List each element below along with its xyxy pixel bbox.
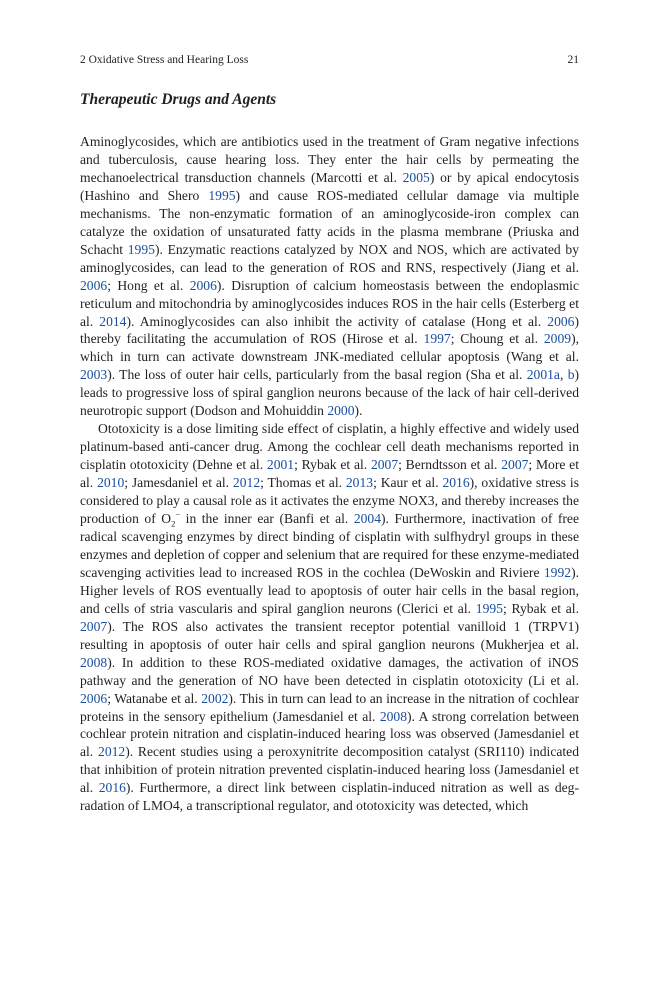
citation-link[interactable]: 1995: [127, 241, 155, 257]
citation-link[interactable]: 2005: [402, 169, 430, 185]
citation-link[interactable]: 1992: [543, 564, 572, 580]
citation-link[interactable]: 2007: [501, 457, 529, 473]
citation-link[interactable]: 2001a: [526, 367, 560, 383]
citation-link[interactable]: 2008: [379, 708, 408, 724]
text-run: ) or by apical endocytosis (Hashino and Shero: [80, 169, 579, 203]
citation-link[interactable]: 2012: [98, 744, 126, 760]
citation-link[interactable]: 2006: [547, 313, 575, 329]
text-run: ), oxidative stress is considered to play a causal role as it activates the enzyme NOX3, and thereby increases the production of O: [80, 475, 579, 527]
text-run: ; Kaur et al.: [373, 475, 443, 491]
text-run: ) leads to progressive loss of spiral ganglion neurons because of the lack of hair cell-derived neurotropic support (Dodson and Mohuiddin: [80, 367, 580, 419]
text-run: ) and cause ROS-mediated cellular damage via multiple mechanisms. The non-enzymatic formation of an aminoglycoside-iron complex can catalyze the oxidation of unsaturated fatty acids in the plasma membrane (Priuska and Schacht: [80, 187, 579, 257]
paragraph-aminoglycosides: [80, 133, 579, 420]
citation-link[interactable]: 2004: [353, 511, 381, 527]
citation-link[interactable]: 2007: [80, 618, 108, 634]
text-run: ). Aminoglycosides can also inhibit the activity of catalase (Hong et al.: [126, 313, 548, 329]
citation-link[interactable]: 2006: [80, 690, 108, 706]
text-run: ). In addition to these ROS-mediated oxidative damages, the activation of iNOS pathway and the generation of NO have been detected in cisplatin ototoxicity (Li et al.: [80, 654, 579, 688]
text-run: ).: [354, 403, 363, 419]
text-run: ; Berndtsson et al.: [398, 457, 502, 473]
citation-link[interactable]: 2001: [266, 457, 295, 473]
citation-link[interactable]: b: [567, 367, 575, 383]
text-run: ). Furthermore, inactivation of free radical scavenging enzymes by direct binding of cisplatin with sulfhydryl groups in these enzymes and depletion of copper and selenium that are required for these enzyme-mediated scavenging activities lead to increased ROS in the cochlea (DeWoskin and Riviere: [80, 511, 579, 580]
paragraph-cisplatin: [80, 420, 579, 815]
chapter-running-title: 2 Oxidative Stress and Hearing Loss: [80, 54, 249, 66]
text-run: in the inner ear (Banfi et al.: [180, 511, 354, 527]
text-run: ). Enzymatic reactions catalyzed by NOX and NOS, which are activated by aminoglycosides, can lead to the generation of ROS and RNS, respectively (Jiang et al.: [80, 241, 579, 275]
citation-link[interactable]: 2002: [201, 690, 229, 706]
citation-link[interactable]: 1995: [475, 600, 503, 616]
text-run: ). A strong correlation between cochlear protein nitration and cisplatin-induced hearing loss was observed (Jamesdaniel et al.: [80, 708, 579, 760]
citation-link[interactable]: 2008: [80, 654, 108, 670]
text-run: ). Higher levels of ROS eventually lead to apoptosis of outer hair cells in the basal region, and cells of stria vascularis and spiral ganglion neurons (Clerici et al.: [80, 564, 579, 616]
text-run: ). Furthermore, a direct link between cisplatin-induced nitration as well as degradation of LMO4, a transcriptional regulator, and ototoxicity was detected, which: [80, 780, 579, 814]
text-run: ; Rybak et al.: [294, 457, 371, 473]
citation-link[interactable]: 1997: [423, 331, 451, 347]
text-run: ), which in turn can activate downstream JNK-mediated cellular apoptosis (Wang et al.: [80, 331, 579, 365]
text-run: ; Watanabe et al.: [107, 690, 202, 706]
text-run: ). Recent studies using a peroxynitrite decomposition catalyst (SRI110) indicated that inhibition of protein nitration prevented cisplatin-induced hearing loss (Jamesdaniel et al.: [80, 744, 579, 796]
text-run: ; Thomas et al.: [260, 475, 346, 491]
citation-link[interactable]: 2003: [80, 367, 108, 383]
text-run: Aminoglycosides, which are antibiotics used in the treatment of Gram negative infections and tuberculosis, cause hearing loss. They enter the hair cells by permeating the mechanoelectrical transduction channels (Marcotti et al.: [80, 134, 579, 185]
text-run: ). The ROS also activates the transient receptor potential vanilloid 1 (TRPV1) resulting in apoptosis of outer hair cells and spiral ganglion neurons (Mukherjea et al.: [80, 618, 579, 652]
citation-link[interactable]: 2016: [442, 475, 470, 491]
citation-link[interactable]: 2007: [370, 457, 399, 473]
text-run: ; Hong et al.: [107, 277, 190, 293]
citation-link[interactable]: 2014: [99, 313, 127, 329]
citation-link[interactable]: 2006: [189, 277, 217, 293]
text-run: ; Jamesdaniel et al.: [124, 475, 233, 491]
text-run: ; Choung et al.: [450, 331, 544, 347]
page-number: 21: [567, 54, 579, 66]
citation-link[interactable]: 2000: [327, 403, 355, 419]
citation-link[interactable]: 2013: [345, 475, 374, 491]
superscript: −: [175, 509, 181, 520]
text-run: Ototoxicity is a dose limiting side effect of cisplatin, a highly effective and widely used platinum-based anti-cancer drug. Among the cochlear cell death mechanisms reported in cisplatin ototoxicity (Dehne et al.: [80, 421, 579, 473]
text-run: ). The loss of outer hair cells, particularly from the basal region (Sha et al.: [107, 367, 527, 383]
citation-link[interactable]: 2006: [80, 277, 108, 293]
text-run: ). This in turn can lead to an increase in the nitration of cochlear proteins in the sensory epithelium (Jamesdaniel et al.: [80, 690, 579, 724]
text-run: ; Rybak et al.: [502, 600, 579, 616]
body-text: [80, 133, 579, 815]
text-run: ) thereby facilitating the accumulation of ROS (Hirose et al.: [80, 313, 579, 347]
text-run: ; More et al.: [80, 457, 579, 491]
citation-link[interactable]: 2010: [97, 475, 125, 491]
citation-link[interactable]: 2009: [543, 331, 572, 347]
running-head: [80, 52, 579, 68]
citation-link[interactable]: 2012: [232, 475, 261, 491]
text-run: ,: [559, 367, 568, 383]
subscript: 2: [171, 518, 176, 529]
text-run: ). Disruption of calcium homeostasis between the endoplasmic reticulum and mitochondria by aminoglycosides induces ROS in the hair cells (Esterberg et al.: [80, 277, 579, 329]
section-heading: Therapeutic Drugs and Agents: [80, 91, 277, 108]
citation-link[interactable]: 1995: [208, 187, 236, 203]
citation-link[interactable]: 2016: [98, 780, 126, 796]
